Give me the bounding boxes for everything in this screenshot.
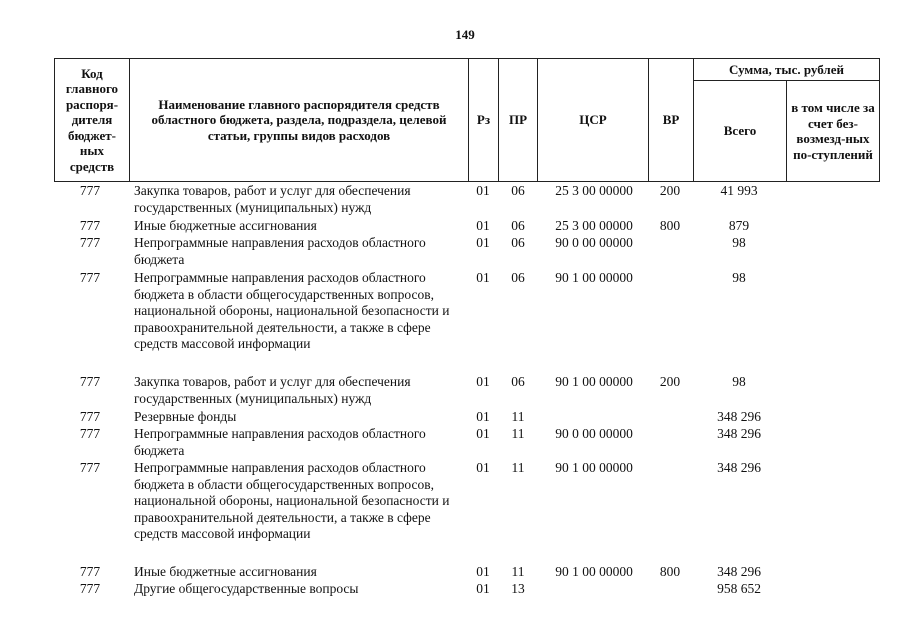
row-name: Непрограммные направления расходов областного бюджета в области общегосударственных вопросов, национальной обороны, национальной безопасности и правоохранительной деятельности, а также в сфере средств массовой информации: [134, 270, 450, 351]
row-code: 777: [79, 374, 101, 389]
row-name: Непрограммные направления расходов областного бюджета в области общегосударственных вопросов, национальной обороны, национальной безопасности и правоохранительной деятельности, а также в сфере средств массовой информации: [134, 460, 450, 541]
row-code: 777: [79, 218, 101, 233]
row-csr: 90 1 00 00000: [555, 374, 633, 389]
row-csr: 90 0 00 00000: [555, 426, 633, 441]
row-code: 777: [79, 270, 101, 285]
row-code: 777: [79, 460, 101, 475]
row-rz: 01: [476, 270, 490, 285]
row-pr: 06: [511, 218, 525, 233]
row-total: 98: [732, 270, 746, 285]
row-rz: 01: [476, 581, 490, 596]
row-pr: 11: [511, 409, 525, 424]
row-csr: 90 0 00 00000: [555, 235, 633, 250]
row-pr: 06: [511, 374, 525, 389]
row-csr: 90 1 00 00000: [555, 564, 633, 579]
header-sum-group: Сумма, тыс. рублей: [693, 58, 880, 81]
row-total: 958 652: [717, 581, 761, 596]
row-rz: 01: [476, 235, 490, 250]
header-pr: ПР: [498, 58, 538, 182]
row-csr: 90 1 00 00000: [555, 270, 633, 285]
header-code: Код главного распоря-дителя бюджет-ных средств: [54, 58, 130, 182]
row-name: Другие общегосударственные вопросы: [134, 581, 359, 596]
row-name: Непрограммные направления расходов областного бюджета: [134, 235, 426, 267]
row-rz: 01: [476, 183, 490, 198]
header-incl-grants: в том числе за счет без-возмезд-ных по-ступлений: [786, 80, 880, 182]
header-total: Всего: [693, 80, 787, 182]
row-csr: 25 3 00 00000: [555, 183, 633, 198]
header-csr: ЦСР: [537, 58, 649, 182]
row-vr: 800: [659, 564, 681, 579]
row-total: 879: [728, 218, 750, 233]
row-rz: 01: [476, 564, 490, 579]
row-pr: 06: [511, 235, 525, 250]
row-code: 777: [79, 581, 101, 596]
row-code: 777: [79, 235, 101, 250]
row-total: 98: [732, 374, 746, 389]
row-total: 348 296: [717, 564, 761, 579]
row-rz: 01: [476, 409, 490, 424]
row-rz: 01: [476, 374, 490, 389]
row-name: Закупка товаров, работ и услуг для обеспечения государственных (муниципальных) нужд: [134, 374, 411, 406]
row-rz: 01: [476, 426, 490, 441]
row-total: 348 296: [717, 409, 761, 424]
row-total: 348 296: [717, 460, 761, 475]
row-csr: 90 1 00 00000: [555, 460, 633, 475]
row-rz: 01: [476, 218, 490, 233]
row-total: 98: [732, 235, 746, 250]
row-name: Непрограммные направления расходов областного бюджета: [134, 426, 426, 458]
page-number: 149: [455, 27, 475, 42]
row-rz: 01: [476, 460, 490, 475]
row-total: 348 296: [717, 426, 761, 441]
row-code: 777: [79, 564, 101, 579]
row-csr: 25 3 00 00000: [555, 218, 633, 233]
row-code: 777: [79, 183, 101, 198]
row-name: Резервные фонды: [134, 409, 237, 424]
row-name: Закупка товаров, работ и услуг для обеспечения государственных (муниципальных) нужд: [134, 183, 411, 215]
row-pr: 06: [511, 183, 525, 198]
row-pr: 11: [511, 460, 525, 475]
header-vr: ВР: [648, 58, 694, 182]
row-code: 777: [79, 426, 101, 441]
row-pr: 11: [511, 426, 525, 441]
row-name: Иные бюджетные ассигнования: [134, 564, 317, 579]
header-rz: Рз: [468, 58, 499, 182]
row-vr: 200: [659, 374, 681, 389]
row-total: 41 993: [720, 183, 758, 198]
row-vr: 200: [659, 183, 681, 198]
row-pr: 11: [511, 564, 525, 579]
row-code: 777: [79, 409, 101, 424]
row-name: Иные бюджетные ассигнования: [134, 218, 317, 233]
header-name: Наименование главного распорядителя средств областного бюджета, раздела, подраздела, целевой статьи, группы видов расходов: [129, 58, 469, 182]
row-pr: 13: [511, 581, 525, 596]
row-pr: 06: [511, 270, 525, 285]
row-vr: 800: [659, 218, 681, 233]
